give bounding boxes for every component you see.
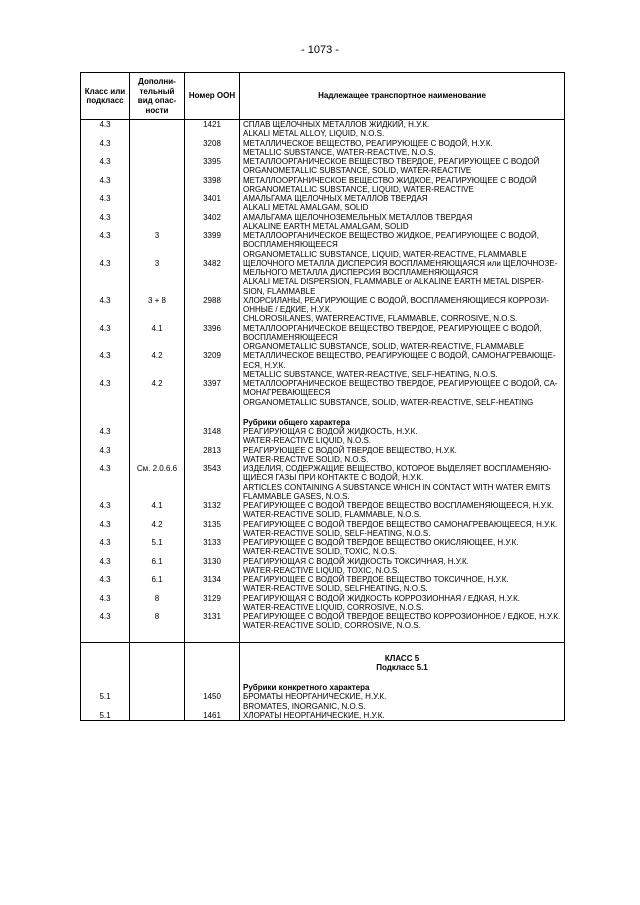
name-line: ORGANOMETALLIC SUBSTANCE, LIQUID, WATER-REACTIVE	[243, 184, 474, 194]
empty-cell	[130, 663, 185, 672]
table-row	[81, 120, 565, 139]
name-line: ORGANOMETALLIC SUBSTANCE, SOLID, WATER-REACTIVE	[243, 166, 472, 176]
name-line: METALLIC SUBSTANCE, WATER-REACTIVE, N.O.S.	[243, 147, 436, 157]
name-line: ХЛОРАТЫ НЕОРГАНИЧЕСКИЕ, Н.У.К.	[243, 710, 385, 720]
shipping-name-cell	[240, 296, 565, 324]
class-cell: 4.3	[81, 213, 130, 232]
subsidiary-hazard-cell: 4.2	[130, 520, 185, 539]
name-line: АМАЛЬГАМА ЩЕЛОЧНОЗЕМЕЛЬНЫХ МЕТАЛЛОВ ТВЕРДАЯ	[243, 212, 473, 222]
un-number-cell: 3130	[185, 557, 240, 576]
table-row	[81, 176, 565, 195]
subsidiary-hazard-cell: 8	[130, 612, 185, 631]
table-row	[81, 418, 565, 427]
un-number-cell: 3132	[185, 501, 240, 520]
class-cell: 4.3	[81, 157, 130, 176]
empty-cell	[81, 672, 130, 683]
class-cell: 4.3	[81, 501, 130, 520]
empty-cell	[81, 407, 130, 418]
class-cell: 4.3	[81, 194, 130, 213]
un-number-cell: 3209	[185, 351, 240, 379]
section-heading-general: Рубрики общего характера	[240, 418, 565, 427]
shipping-name-cell	[240, 501, 565, 520]
empty-cell	[130, 407, 185, 418]
name-line: РЕАГИРУЮЩАЯ С ВОДОЙ ЖИДКОСТЬ ТОКСИЧНАЯ, Н.У.К.	[243, 556, 469, 566]
name-line: METALLIC SUBSTANCE, WATER-REACTIVE, SELF-HEATING, N.O.S.	[243, 369, 498, 379]
spacer-row	[81, 631, 565, 643]
table-row	[81, 194, 565, 213]
shipping-name-cell	[240, 711, 565, 721]
name-line: МЕТАЛЛООРГАНИЧЕСКОЕ ВЕЩЕСТВО ТВЕРДОЕ, РЕАГИРУЮЩЕЕ С ВОДОЙ, СА-	[243, 379, 558, 388]
name-line: ALKALI METAL AMALGAM, SOLID	[243, 203, 369, 213]
dangerous-goods-table	[80, 72, 565, 721]
empty-cell	[81, 418, 130, 427]
table-row	[81, 711, 565, 721]
shipping-name-cell	[240, 259, 565, 296]
class-cell: 4.3	[81, 557, 130, 576]
table-row	[81, 501, 565, 520]
class-cell: 4.3	[81, 351, 130, 379]
name-line: ORGANOMETALLIC SUBSTANCE, SOLID, WATER-REACTIVE, SELF-HEATING	[243, 397, 534, 407]
empty-cell	[130, 631, 185, 643]
subsidiary-hazard-cell: 3 + 8	[130, 296, 185, 324]
table-row	[81, 612, 565, 631]
subsidiary-hazard-cell: 4.1	[130, 324, 185, 352]
table-row	[81, 351, 565, 379]
class-cell: 4.3	[81, 538, 130, 557]
empty-cell	[81, 654, 130, 663]
shipping-name-cell	[240, 379, 565, 407]
name-line: SION, FLAMMABLE	[243, 286, 316, 296]
header-shipping-name: Надлежащее транспортное наименование	[240, 73, 565, 120]
subsidiary-hazard-cell: 4.2	[130, 351, 185, 379]
empty-cell	[81, 642, 130, 654]
table-row	[81, 520, 565, 539]
name-line: РЕАГИРУЮЩЕЕ С ВОДОЙ ТВЕРДОЕ ВЕЩЕСТВО ВОСПЛАМЕНЯЮЩЕЕСЯ, Н.У.К.	[243, 501, 554, 510]
subsidiary-hazard-cell	[130, 157, 185, 176]
name-line: СПЛАВ ЩЕЛОЧНЫХ МЕТАЛЛОВ ЖИДКИЙ, Н.У.К.	[243, 120, 430, 129]
un-number-cell: 3131	[185, 612, 240, 631]
subsidiary-hazard-cell	[130, 692, 185, 711]
name-line: ORGANOMETALLIC SUBSTANCE, SOLID, WATER-REACTIVE, FLAMMABLE	[243, 342, 525, 351]
un-number-cell: 3401	[185, 194, 240, 213]
shipping-name-cell	[240, 176, 565, 195]
shipping-name-cell	[240, 594, 565, 613]
empty-cell	[185, 683, 240, 692]
name-line: WATER-REACTIVE SOLID, SELFHEATING, N.O.S.	[243, 584, 428, 594]
name-line: РЕАГИРУЮЩЕЕ С ВОДОЙ ТВЕРДОЕ ВЕЩЕСТВО САМОНАГРЕВАЮЩЕЕСЯ, Н.У.К.	[243, 519, 558, 529]
table-row	[81, 538, 565, 557]
table-row	[81, 427, 565, 446]
name-line: ALKALINE EARTH METAL AMALGAM, SOLID	[243, 221, 409, 231]
un-number-cell: 3133	[185, 538, 240, 557]
empty-cell	[240, 672, 565, 683]
un-number-cell: 1421	[185, 120, 240, 139]
header-class: Класс или подкласс	[81, 73, 130, 120]
name-line: ВОСПЛАМЕНЯЮЩЕЕСЯ	[243, 240, 338, 250]
un-number-cell: 3208	[185, 139, 240, 158]
spacer-row	[81, 642, 565, 654]
class-cell: 4.3	[81, 575, 130, 594]
un-number-cell: 3396	[185, 324, 240, 352]
shipping-name-cell	[240, 520, 565, 539]
table-row	[81, 654, 565, 663]
class-cell: 4.3	[81, 594, 130, 613]
class-cell: 5.1	[81, 692, 130, 711]
table-row	[81, 296, 565, 324]
shipping-name-cell	[240, 557, 565, 576]
un-number-cell: 2813	[185, 446, 240, 465]
class-cell: 5.1	[81, 711, 130, 721]
class-cell: 4.3	[81, 427, 130, 446]
shipping-name-cell	[240, 231, 565, 259]
subsidiary-hazard-cell	[130, 427, 185, 446]
name-line: БРОМАТЫ НЕОРГАНИЧЕСКИЕ, Н.У.К.	[243, 692, 387, 702]
class-cell: 4.3	[81, 176, 130, 195]
table-row	[81, 157, 565, 176]
un-number-cell: 3129	[185, 594, 240, 613]
shipping-name-cell	[240, 194, 565, 213]
header-un-number: Номер ООН	[185, 73, 240, 120]
name-line: МЕТАЛЛООРГАНИЧЕСКОЕ ВЕЩЕСТВО ЖИДКОЕ, РЕАГИРУЮЩЕЕ С ВОДОЙ,	[243, 231, 539, 240]
empty-cell	[240, 642, 565, 654]
shipping-name-cell	[240, 692, 565, 711]
name-line: WATER-REACTIVE LIQUID, TOXIC, N.O.S.	[243, 565, 400, 575]
subclass-5-1-title: Подкласс 5.1	[240, 663, 565, 672]
name-line: МЕТАЛЛООРГАНИЧЕСКОЕ ВЕЩЕСТВО ТВЕРДОЕ, РЕАГИРУЮЩЕЕ С ВОДОЙ	[243, 157, 540, 166]
name-line: РЕАГИРУЮЩЕЕ С ВОДОЙ ТВЕРДОЕ ВЕЩЕСТВО ТОКСИЧНОЕ, Н.У.К.	[243, 575, 509, 584]
name-line: МЕТАЛЛООРГАНИЧЕСКОЕ ВЕЩЕСТВО ТВЕРДОЕ, РЕАГИРУЮЩЕЕ С ВОДОЙ,	[243, 323, 542, 333]
empty-cell	[130, 672, 185, 683]
subsidiary-hazard-cell: См. 2.0.6.6	[130, 464, 185, 501]
empty-cell	[185, 663, 240, 672]
name-line: ALKALI METAL DISPERSION, FLAMMABLE or ALKALINE EARTH METAL DISPER-	[243, 277, 544, 287]
subsidiary-hazard-cell	[130, 711, 185, 721]
empty-cell	[81, 663, 130, 672]
name-line: РЕАГИРУЮЩЕЕ С ВОДОЙ ТВЕРДОЕ ВЕЩЕСТВО ОКИСЛЯЮЩЕЕ, Н.У.К.	[243, 538, 519, 547]
class-cell: 4.3	[81, 379, 130, 407]
table-row	[81, 231, 565, 259]
class-cell: 4.3	[81, 296, 130, 324]
subsidiary-hazard-cell	[130, 120, 185, 139]
table-row	[81, 683, 565, 692]
class-cell: 4.3	[81, 259, 130, 296]
class-5-title: КЛАСС 5	[240, 654, 565, 663]
class-cell: 4.3	[81, 120, 130, 139]
table-row	[81, 446, 565, 465]
subsidiary-hazard-cell	[130, 213, 185, 232]
table-header-row	[81, 73, 565, 120]
table-row	[81, 692, 565, 711]
name-line: WATER-REACTIVE SOLID, FLAMMABLE, N.O.S.	[243, 510, 422, 520]
name-line: ОННЫЕ / ЕДКИЕ, Н.У.К.	[243, 305, 332, 314]
un-number-cell: 3543	[185, 464, 240, 501]
name-line: ORGANOMETALLIC SUBSTANCE, LIQUID, WATER-REACTIVE, FLAMMABLE	[243, 249, 527, 259]
shipping-name-cell	[240, 446, 565, 465]
shipping-name-cell	[240, 157, 565, 176]
name-line: МОНАГРЕВАЮЩЕЕСЯ	[243, 388, 331, 398]
name-line: WATER-REACTIVE SOLID, CORROSIVE, N.O.S.	[243, 621, 421, 631]
name-line: WATER-REACTIVE LIQUID, CORROSIVE, N.O.S.	[243, 602, 424, 612]
class-cell: 4.3	[81, 520, 130, 539]
name-line: РЕАГИРУЮЩЕЕ С ВОДОЙ ТВЕРДОЕ ВЕЩЕСТВО, Н.У.К.	[243, 445, 457, 455]
un-number-cell: 1450	[185, 692, 240, 711]
un-number-cell: 3402	[185, 213, 240, 232]
page-number: - 1073 -	[301, 44, 339, 56]
subsidiary-hazard-cell: 3	[130, 259, 185, 296]
empty-cell	[185, 631, 240, 643]
name-line: ИЗДЕЛИЯ, СОДЕРЖАЩИЕ ВЕЩЕСТВО, КОТОРОЕ ВЫДЕЛЯЕТ ВОСПЛАМЕНЯЮ-	[243, 464, 552, 473]
name-line: МЕТАЛЛООРГАНИЧЕСКОЕ ВЕЩЕСТВО ЖИДКОЕ, РЕАГИРУЮЩЕЕ С ВОДОЙ	[243, 175, 537, 185]
table-row	[81, 575, 565, 594]
un-number-cell: 3148	[185, 427, 240, 446]
subsidiary-hazard-cell: 8	[130, 594, 185, 613]
class-cell: 4.3	[81, 231, 130, 259]
un-number-cell: 3398	[185, 176, 240, 195]
empty-cell	[185, 654, 240, 663]
subsidiary-hazard-cell: 6.1	[130, 575, 185, 594]
name-line: ARTICLES CONTAINING A SUBSTANCE WHICH IN CONTACT WITH WATER EMITS	[243, 482, 551, 492]
shipping-name-cell	[240, 427, 565, 446]
empty-cell	[130, 642, 185, 654]
un-number-cell: 1461	[185, 711, 240, 721]
shipping-name-cell	[240, 538, 565, 557]
subsidiary-hazard-cell	[130, 194, 185, 213]
shipping-name-cell	[240, 213, 565, 232]
un-number-cell: 3395	[185, 157, 240, 176]
name-line: РЕАГИРУЮЩАЯ С ВОДОЙ ЖИДКОСТЬ, Н.У.К.	[243, 427, 418, 436]
class-cell: 4.3	[81, 324, 130, 352]
name-line: ЩЕЛОЧНОГО МЕТАЛЛА ДИСПЕРСИЯ ВОСПЛАМЕНЯЮЩАЯСЯ или ЩЕЛОЧНОЗЕ-	[243, 258, 558, 268]
empty-cell	[130, 654, 185, 663]
table-row	[81, 464, 565, 501]
shipping-name-cell	[240, 575, 565, 594]
section-heading-specific: Рубрики конкретного характера	[240, 683, 565, 692]
empty-cell	[81, 683, 130, 692]
subsidiary-hazard-cell: 4.2	[130, 379, 185, 407]
empty-cell	[130, 683, 185, 692]
table-row	[81, 259, 565, 296]
name-line: ВОСПЛАМЕНЯЮЩЕЕСЯ	[243, 332, 338, 342]
empty-cell	[185, 672, 240, 683]
un-number-cell: 3397	[185, 379, 240, 407]
un-number-cell: 2988	[185, 296, 240, 324]
empty-cell	[81, 631, 130, 643]
shipping-name-cell	[240, 120, 565, 139]
spacer-row	[81, 407, 565, 418]
subsidiary-hazard-cell: 4.1	[130, 501, 185, 520]
name-line: МЕТАЛЛИЧЕСКОЕ ВЕЩЕСТВО, РЕАГИРУЮЩЕЕ С ВОДОЙ, САМОНАГРЕВАЮЩЕ-	[243, 351, 556, 361]
name-line: WATER-REACTIVE LIQUID, N.O.S.	[243, 436, 372, 446]
shipping-name-cell	[240, 612, 565, 631]
header-subsidiary-hazard: Дополни-тельный вид опас-ности	[130, 73, 185, 120]
table-row	[81, 324, 565, 352]
table-row	[81, 594, 565, 613]
name-line: WATER-REACTIVE SOLID, N.O.S.	[243, 454, 369, 464]
name-line: WATER-REACTIVE SOLID, SELF-HEATING, N.O.S.	[243, 528, 431, 538]
name-line: ХЛОРСИЛАНЫ, РЕАГИРУЮЩИЕ С ВОДОЙ, ВОСПЛАМЕНЯЮЩИЕСЯ КОРРОЗИ-	[243, 295, 549, 305]
name-line: РЕАГИРУЮЩАЯ С ВОДОЙ ЖИДКОСТЬ КОРРОЗИОННАЯ / ЕДКАЯ, Н.У.К.	[243, 593, 520, 603]
subsidiary-hazard-cell	[130, 446, 185, 465]
class-cell: 4.3	[81, 446, 130, 465]
empty-cell	[185, 418, 240, 427]
empty-cell	[240, 407, 565, 418]
table-body	[81, 120, 565, 721]
subsidiary-hazard-cell	[130, 176, 185, 195]
un-number-cell: 3135	[185, 520, 240, 539]
name-line: АМАЛЬГАМА ЩЕЛОЧНЫХ МЕТАЛЛОВ ТВЕРДАЯ	[243, 194, 428, 203]
subsidiary-hazard-cell: 6.1	[130, 557, 185, 576]
shipping-name-cell	[240, 464, 565, 501]
name-line: WATER-REACTIVE SOLID, TOXIC, N.O.S.	[243, 547, 397, 557]
name-line: МЕЛЬНОГО МЕТАЛЛА ДИСПЕРСИЯ ВОСПЛАМЕНЯЮЩАЯСЯ	[243, 268, 479, 277]
table-row	[81, 379, 565, 407]
subsidiary-hazard-cell	[130, 139, 185, 158]
class-cell: 4.3	[81, 139, 130, 158]
table-row	[81, 213, 565, 232]
shipping-name-cell	[240, 351, 565, 379]
subsidiary-hazard-cell: 3	[130, 231, 185, 259]
un-number-cell: 3482	[185, 259, 240, 296]
name-line: ЩИЕСЯ ГАЗЫ ПРИ КОНТАКТЕ С ВОДОЙ, Н.У.К.	[243, 473, 424, 483]
subsidiary-hazard-cell: 5.1	[130, 538, 185, 557]
empty-cell	[185, 407, 240, 418]
table-row	[81, 557, 565, 576]
name-line: МЕТАЛЛИЧЕСКОЕ ВЕЩЕСТВО, РЕАГИРУЮЩЕЕ С ВОДОЙ, Н.У.К.	[243, 138, 493, 148]
class-cell: 4.3	[81, 612, 130, 631]
name-line: CHLOROSILANES, WATERREACTIVE, FLAMMABLE, CORROSIVE, N.O.S.	[243, 314, 518, 324]
empty-cell	[185, 642, 240, 654]
name-line: ALKALI METAL ALLOY, LIQUID, N.O.S.	[243, 129, 385, 139]
name-line: РЕАГИРУЮЩЕЕ С ВОДОЙ ТВЕРДОЕ ВЕЩЕСТВО КОРРОЗИОННОЕ / ЕДКОЕ, Н.У.К.	[243, 612, 561, 621]
empty-cell	[240, 631, 565, 643]
name-line: BROMATES, INORGANIC, N.O.S.	[243, 701, 366, 711]
shipping-name-cell	[240, 324, 565, 352]
spacer-row	[81, 672, 565, 683]
empty-cell	[130, 418, 185, 427]
table-row	[81, 663, 565, 672]
name-line: ЕСЯ, Н.У.К.	[243, 360, 286, 370]
table-row	[81, 139, 565, 158]
un-number-cell: 3134	[185, 575, 240, 594]
class-cell: 4.3	[81, 464, 130, 501]
name-line: FLAMMABLE GASES, N.O.S.	[243, 491, 350, 501]
shipping-name-cell	[240, 139, 565, 158]
un-number-cell: 3399	[185, 231, 240, 259]
